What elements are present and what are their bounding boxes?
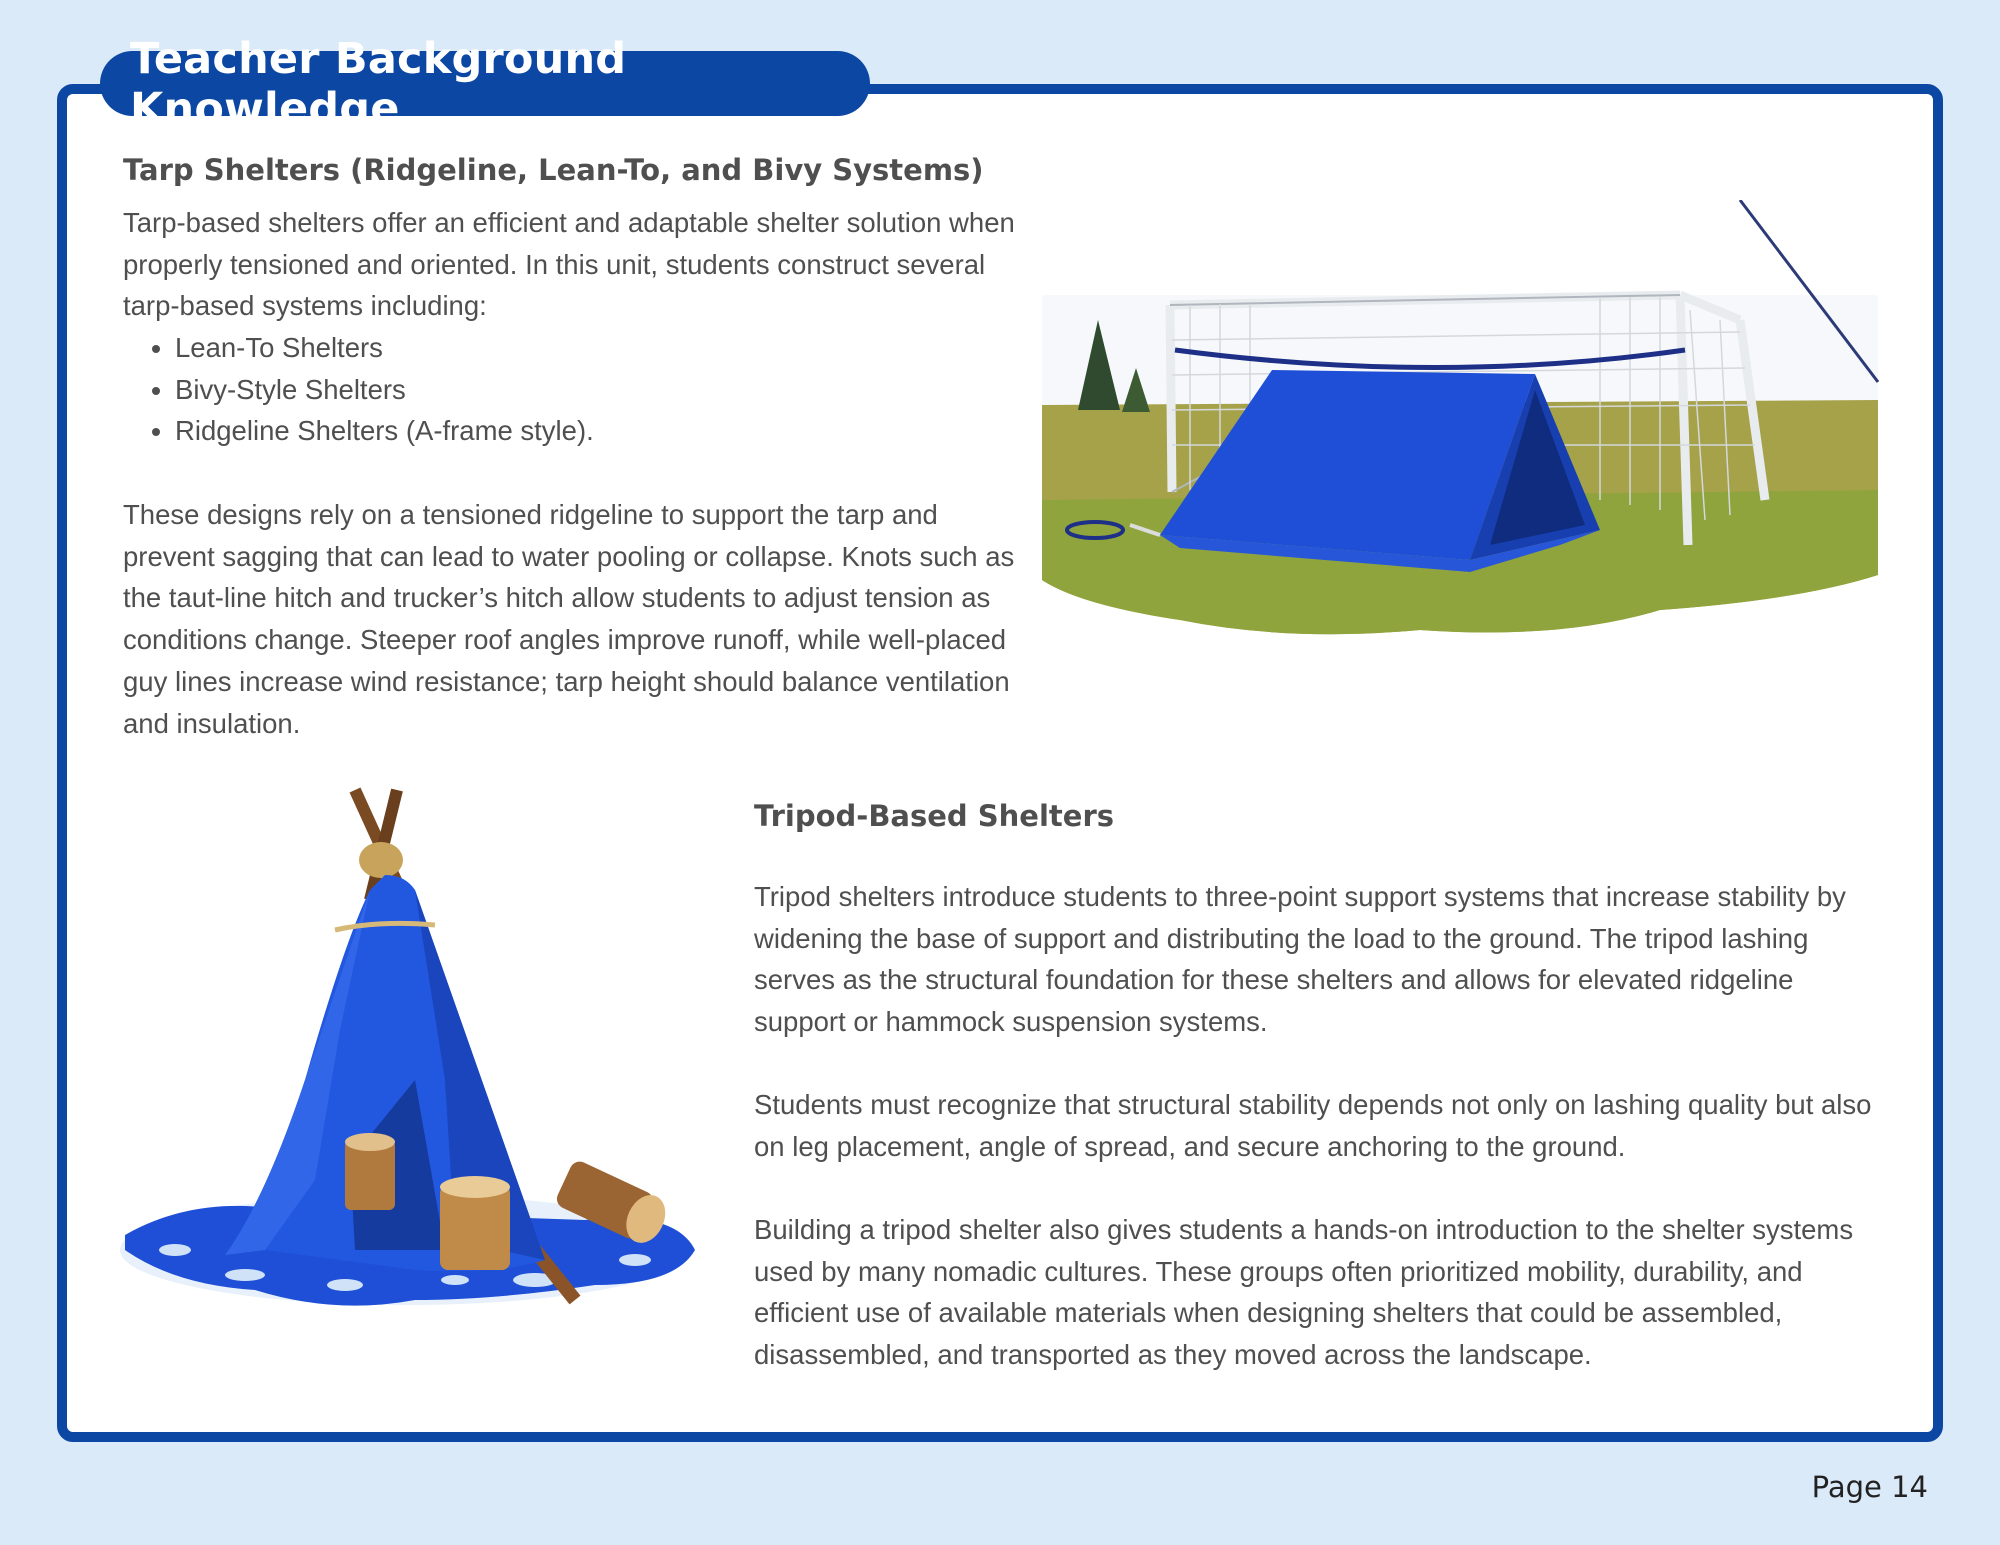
- page-number: Page 14: [1811, 1470, 1928, 1504]
- tarp-section-heading: Tarp Shelters (Ridgeline, Lean-To, and Bivy Systems): [123, 153, 984, 187]
- tarp-intro-paragraph: Tarp-based shelters offer an efficient and adaptable shelter solution when properly tensioned and oriented. In this unit, students construct several tarp-based systems including:: [123, 207, 1015, 322]
- tripod-paragraph-3: Building a tripod shelter also gives students a hands-on introduction to the shelter systems used by many nomadic cultures. These groups often prioritized mobility, durability, and efficient use of available materials when designing shelters that could be assembled, disassembled, and transported as they moved across the landscape.: [754, 1214, 1854, 1371]
- list-item: • Lean-To Shelters: [175, 327, 594, 369]
- tripod-section-heading: Tripod-Based Shelters: [754, 799, 1115, 833]
- tarp-shelter-illustration: [1040, 200, 1880, 690]
- tripod-paragraph-2: Students must recognize that structural stability depends not only on lashing quality but also on leg placement, angle of spread, and secure anchoring to the ground.: [754, 1089, 1872, 1162]
- list-item: • Bivy-Style Shelters: [175, 369, 594, 411]
- tarp-bullet-list: [123, 327, 594, 452]
- list-item: • Ridgeline Shelters (A-frame style).: [175, 410, 594, 452]
- tripod-paragraph-1: Tripod shelters introduce students to three-point support systems that increase stability by widening the base of support and distributing the load to the ground. The tripod lashing serves as the structural foundation for these shelters and allows for elevated ridgeline support or hammock suspension systems.: [754, 881, 1846, 1038]
- tripod-shelter-illustration: [115, 780, 705, 1320]
- tarp-body-paragraph: These designs rely on a tensioned ridgeline to support the tarp and prevent sagging that can lead to water pooling or collapse. Knots such as the taut-line hitch and trucker’s hitch allow students to adjust tension as conditions change. Steeper roof angles improve runoff, while well-placed guy lines increase wind resistance; tarp height should balance ventilation and insulation.: [123, 499, 1015, 739]
- page-title-text: Teacher Background Knowledge: [130, 33, 627, 134]
- page-title: [100, 33, 870, 134]
